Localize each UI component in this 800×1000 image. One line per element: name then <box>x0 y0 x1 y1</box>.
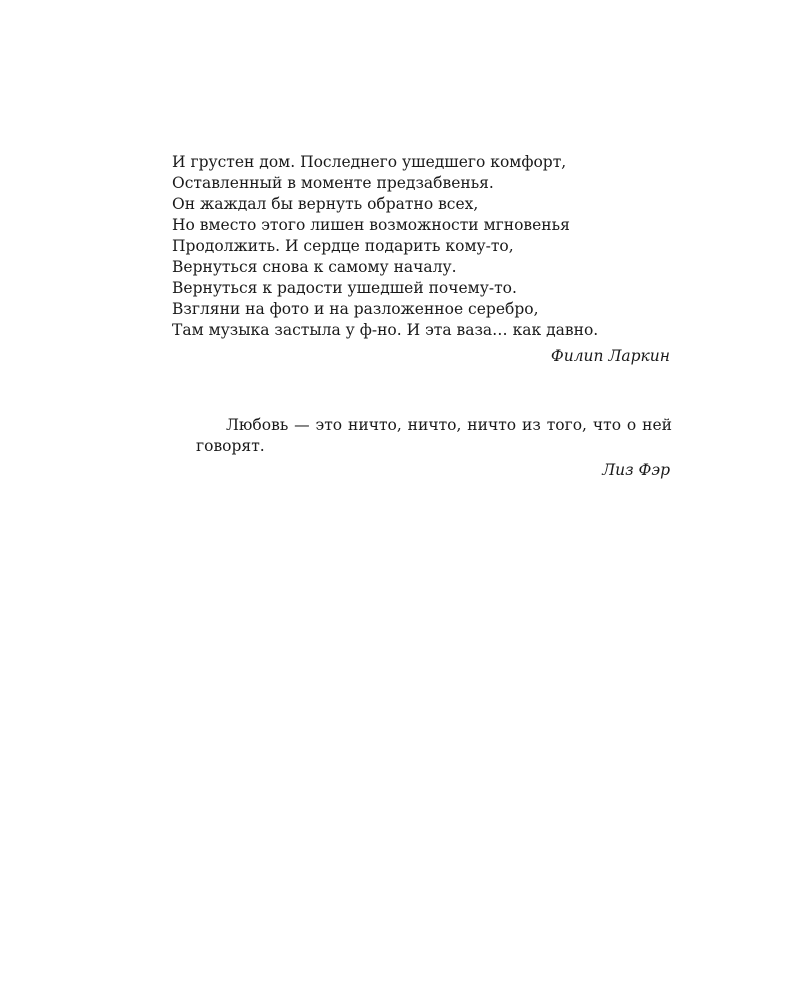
poem-line: Там музыка застыла у ф-но. И эта ваза… как давно. <box>172 321 599 339</box>
epigraph-poem <box>172 152 672 367</box>
poem-line: Оставленный в моменте предзабвенья. <box>172 174 494 192</box>
poem-line: Взгляни на фото и на разложенное серебро, <box>172 300 539 318</box>
poem-line: И грустен дом. Последнего ушедшего комфорт, <box>172 153 567 171</box>
poem-line: Продолжить. И сердце подарить кому-то, <box>172 237 514 255</box>
poem-line: Но вместо этого лишен возможности мгновенья <box>172 216 570 234</box>
poem-line: Вернуться снова к самому началу. <box>172 258 457 276</box>
poem-line: Он жаждал бы вернуть обратно всех, <box>172 195 479 213</box>
epigraph-quote <box>196 415 672 481</box>
quote-author: Лиз Фэр <box>602 461 670 479</box>
poem-line: Вернуться к радости ушедшей почему-то. <box>172 279 517 297</box>
poem-author: Филип Ларкин <box>550 347 670 365</box>
quote-text: Любовь — это ничто, ничто, ничто из того, что о ней говорят. <box>196 416 672 455</box>
